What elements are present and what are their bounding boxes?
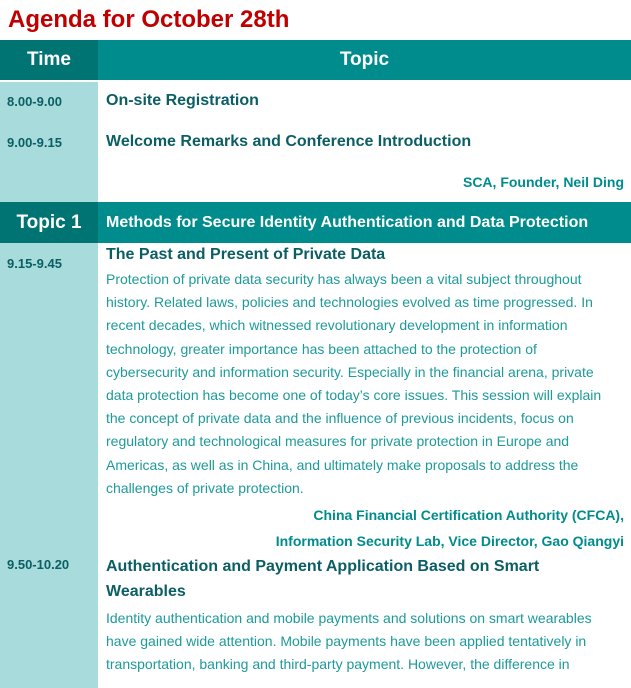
description-line: regulatory and technological measures for private protection in Europe and	[106, 433, 570, 450]
description-line: have gained wide attention. Mobile payments have been applied tentatively in	[106, 633, 587, 650]
description-line: technology, greater importance has been attached to the protection of	[106, 340, 537, 357]
agenda-item-title: On-site Registration	[106, 92, 259, 109]
speaker-credit: Information Security Lab, Vice Director, Gao Qiangyi	[275, 533, 624, 549]
description-line: challenges of private protection.	[106, 479, 304, 496]
description-line: the concept of private data and the influence of previous incidents, focus on	[106, 410, 574, 427]
description-line: Protection of private data security has always been a vital subject throughout	[106, 271, 582, 287]
time-column-background	[0, 243, 98, 688]
speaker-credit: China Financial Certification Authority (CFCA),	[313, 507, 624, 523]
time-column-header: Time	[0, 40, 98, 80]
session-title: Wearables	[106, 583, 186, 600]
topic-column-header: Topic	[98, 40, 631, 80]
description-line: recent decades, which witnessed revolutionary development in information	[106, 317, 568, 334]
agenda-time: 8.00-9.00	[7, 94, 62, 109]
description-line: Identity authentication and mobile payments and solutions on smart wearables	[106, 610, 592, 626]
session-description	[106, 607, 626, 677]
description-line: transportation, banking and third-party payment. However, the difference in	[106, 656, 570, 673]
agenda-time: 9.00-9.15	[7, 135, 62, 150]
session-title: Authentication and Payment Application Based on Smart	[106, 558, 540, 575]
session-time: 9.15-9.45	[7, 256, 62, 271]
description-line: history. Related laws, policies and technologies evolved as time progressed. In	[106, 294, 593, 311]
topic-label: Topic 1	[0, 202, 98, 243]
session-title: The Past and Present of Private Data	[106, 246, 386, 263]
page-title: Agenda for October 28th	[8, 6, 290, 33]
agenda-item-title: Welcome Remarks and Conference Introduction	[106, 133, 472, 150]
description-line: data protection has become one of today’s core issues. This session will explain	[106, 387, 602, 404]
topic-section-header	[0, 202, 631, 243]
topic-title: Methods for Secure Identity Authentication and Data Protection	[98, 202, 631, 243]
session-description	[106, 268, 628, 500]
session-time: 9.50-10.20	[7, 557, 70, 572]
speaker-credit: SCA, Founder, Neil Ding	[462, 174, 624, 190]
description-line: cybersecurity and information security. Especially in the financial arena, private	[106, 363, 594, 380]
description-line: Americas, as well as in China, and ultimately make proposals to address the	[106, 456, 579, 473]
